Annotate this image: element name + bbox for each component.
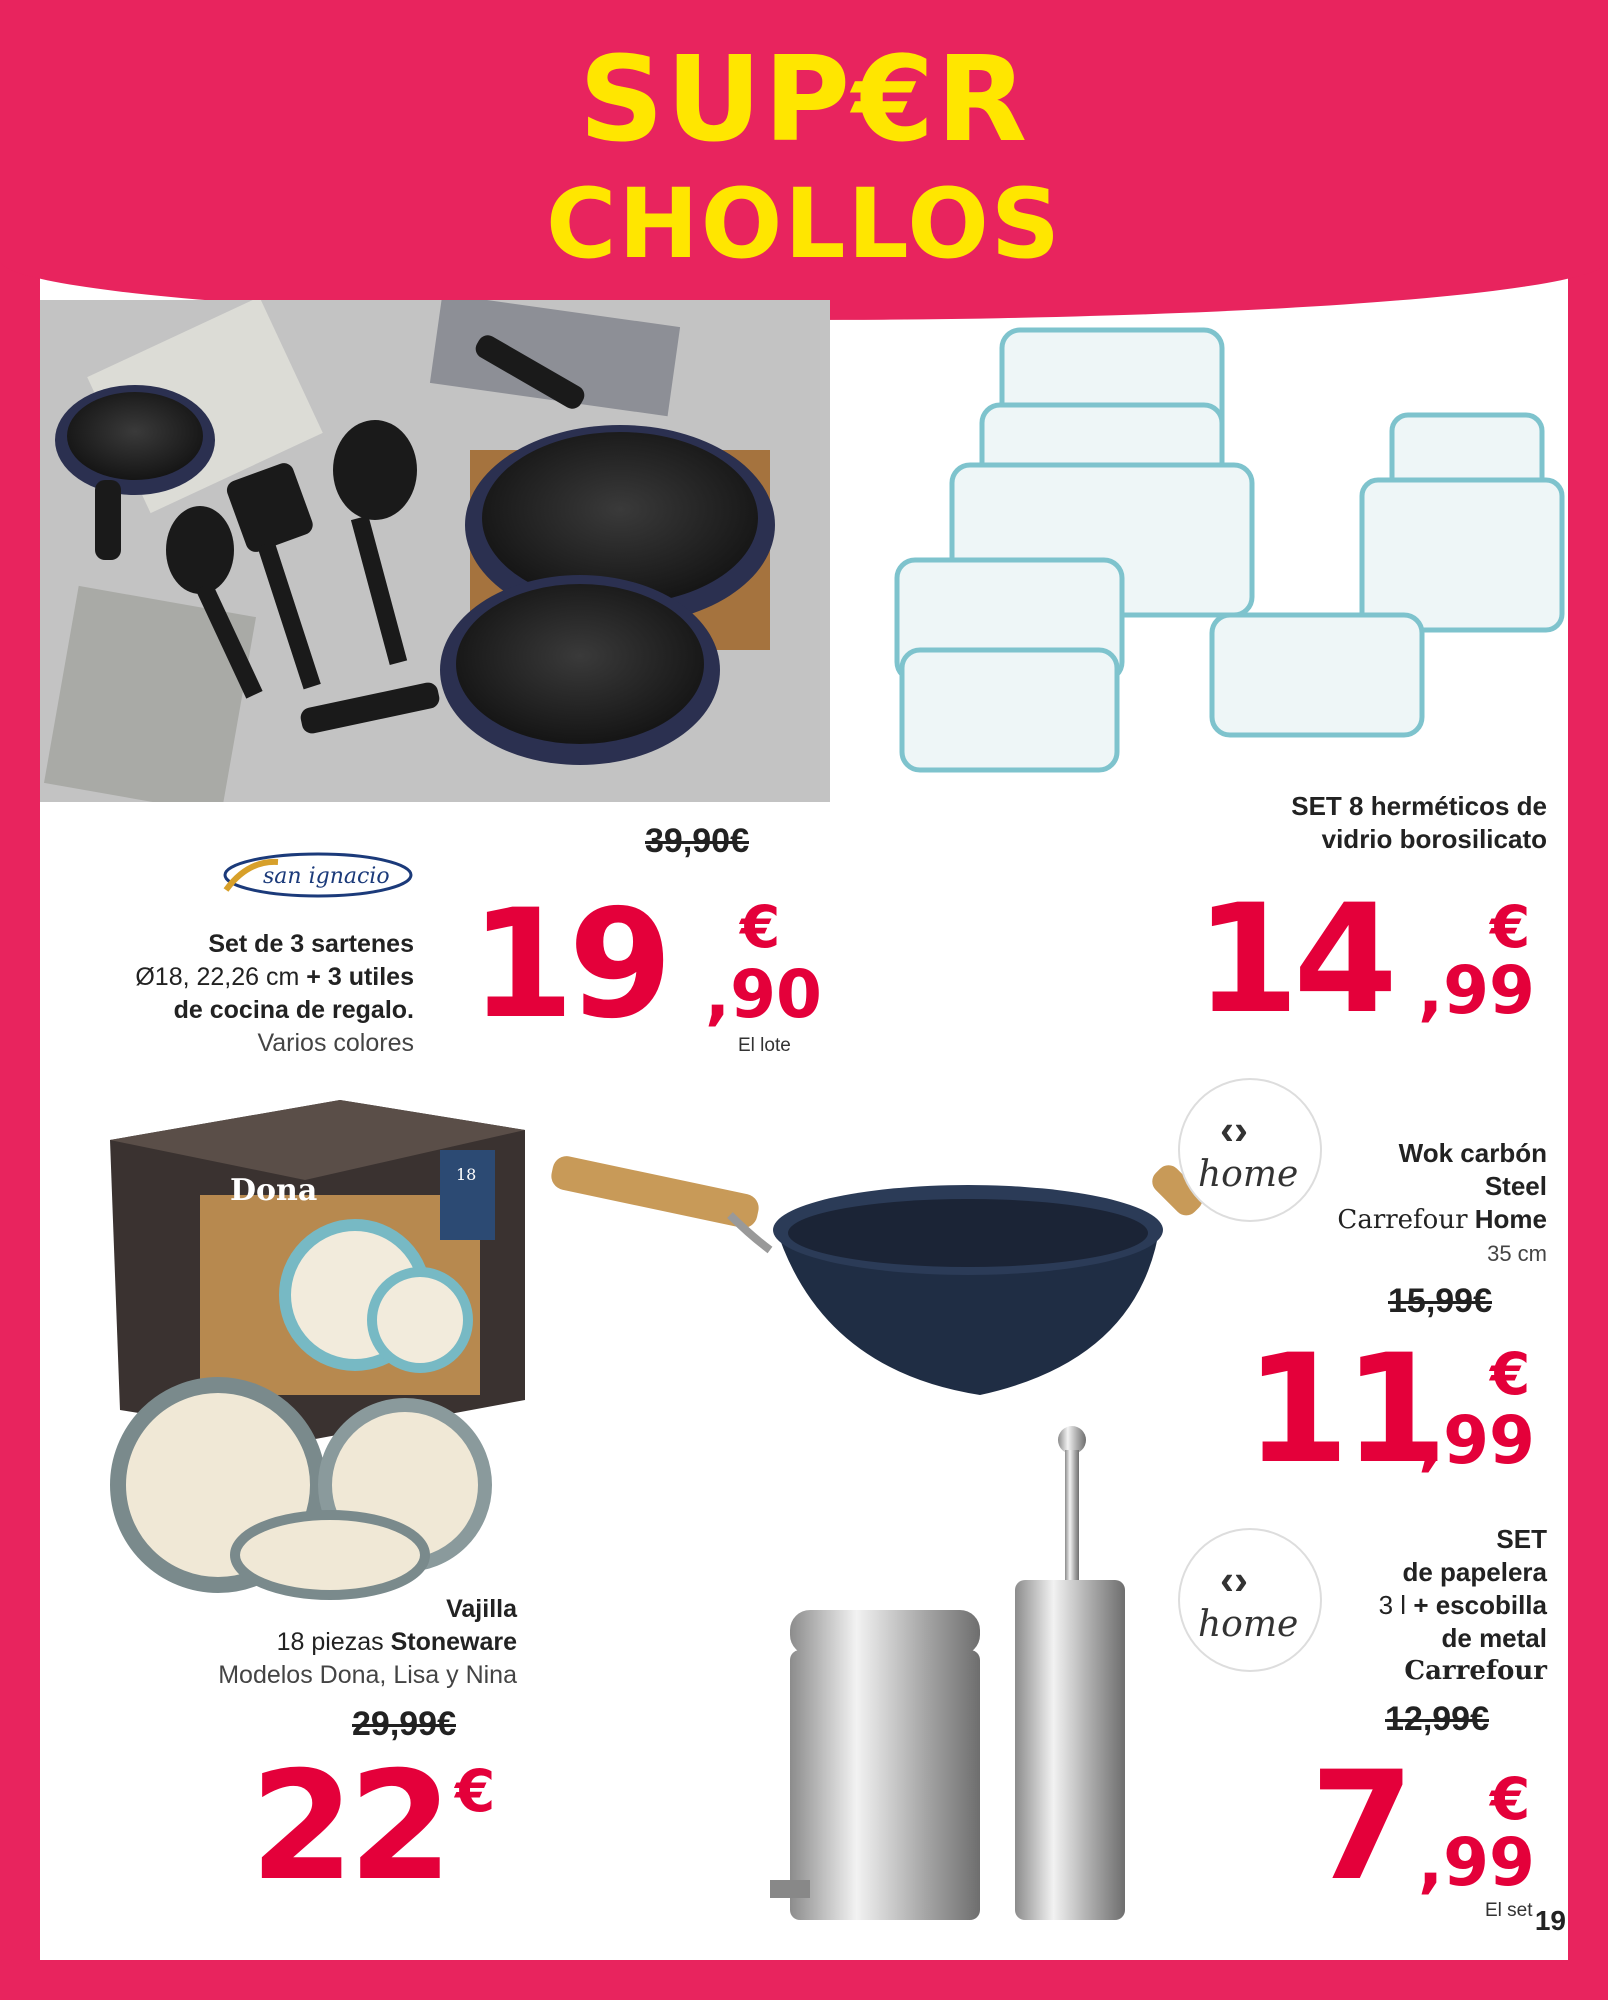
dishes-description	[100, 1593, 517, 1692]
dishes-price-currency: €	[455, 1757, 496, 1825]
bin-price-currency: €	[1490, 1765, 1531, 1833]
containers-line2: vidrio borosilicato	[1321, 824, 1547, 854]
dishes-old-price: 29,99€	[352, 1705, 456, 1743]
wok-photo	[520, 1130, 1240, 1420]
title-super: SUP€R	[578, 30, 1030, 168]
pans-title: Set de 3 sartenes	[208, 930, 414, 958]
san-ignacio-logo	[218, 850, 413, 900]
wok-line1: Wok carbón	[1398, 1138, 1547, 1168]
carrefour-logo-icon: ‹›	[1220, 1556, 1248, 1603]
box-count-text: 18	[456, 1165, 477, 1184]
wok-price-dec: ,99	[1418, 1402, 1535, 1479]
bin-description	[1310, 1523, 1547, 1688]
wok-brand-bold: Home	[1474, 1204, 1547, 1234]
dishes-title: Vajilla	[446, 1595, 517, 1623]
dishes-material: Stoneware	[390, 1628, 517, 1656]
pans-description	[100, 928, 414, 1060]
pans-old-price: 39,90€	[645, 822, 749, 860]
containers-description	[1060, 790, 1547, 856]
wok-size: 35 cm	[1487, 1241, 1547, 1266]
bin-price-dec: ,99	[1418, 1824, 1535, 1901]
pans-photo	[40, 300, 830, 802]
wok-old-price: 15,99€	[1388, 1282, 1492, 1320]
brand-text: san ignacio	[263, 864, 390, 889]
dishes-pieces-line	[100, 1626, 517, 1659]
bin-home-badge	[1180, 1530, 1320, 1670]
bin-volume: 3 l	[1378, 1590, 1407, 1620]
home-badge-label: home	[1198, 1154, 1299, 1195]
bin-line2: de papelera	[1402, 1557, 1547, 1587]
pans-price-int: 19	[470, 878, 667, 1052]
bin-line5: Carrefour	[1404, 1656, 1547, 1686]
containers-price-int: 14	[1195, 873, 1392, 1047]
bin-old-price: 12,99€	[1385, 1700, 1489, 1738]
wok-line2: Steel	[1484, 1171, 1547, 1201]
carrefour-logo-icon: ‹›	[1220, 1106, 1248, 1153]
home-badge-label: home	[1198, 1604, 1299, 1645]
containers-price-currency: €	[1490, 893, 1531, 961]
pans-unit: El lote	[738, 1035, 791, 1056]
pans-variant: Varios colores	[257, 1029, 414, 1057]
bin-extra: + escobilla	[1413, 1590, 1547, 1620]
pans-sizes-line	[100, 961, 414, 994]
bin-line4: de metal	[1441, 1623, 1547, 1653]
dishes-models: Modelos Dona, Lisa y Nina	[218, 1661, 517, 1689]
page-number: 19	[1534, 1905, 1566, 1936]
pans-extra2: de cocina de regalo.	[173, 996, 414, 1024]
containers-line1: SET 8 herméticos de	[1291, 791, 1547, 821]
wok-brand-line	[1330, 1203, 1547, 1237]
wok-price-currency: €	[1490, 1340, 1531, 1408]
pans-price-currency: €	[740, 893, 781, 961]
dishes-photo	[100, 1100, 540, 1600]
pans-price-dec: ,90	[705, 956, 822, 1033]
bin-photo	[770, 1420, 1150, 1940]
title-chollos: CHOLLOS	[545, 168, 1063, 280]
bin-line3	[1310, 1589, 1547, 1622]
wok-description	[1330, 1137, 1547, 1270]
bin-unit: El set	[1485, 1900, 1533, 1921]
wok-home-badge	[1180, 1080, 1320, 1220]
containers-price-dec: ,99	[1418, 952, 1535, 1029]
wok-brand-prefix: Carrefour	[1337, 1205, 1468, 1235]
containers-photo	[862, 320, 1567, 790]
wok-price-int: 11	[1245, 1323, 1442, 1497]
box-brand-text: Dona	[230, 1173, 318, 1208]
dishes-pieces: 18 piezas	[276, 1628, 384, 1656]
bin-line1: SET	[1496, 1524, 1547, 1554]
pans-sizes: Ø18, 22,26 cm	[135, 963, 300, 991]
dishes-price-int: 22	[250, 1740, 447, 1914]
pans-extra: + 3 utiles	[306, 963, 414, 991]
bin-price-int: 7	[1310, 1740, 1409, 1914]
